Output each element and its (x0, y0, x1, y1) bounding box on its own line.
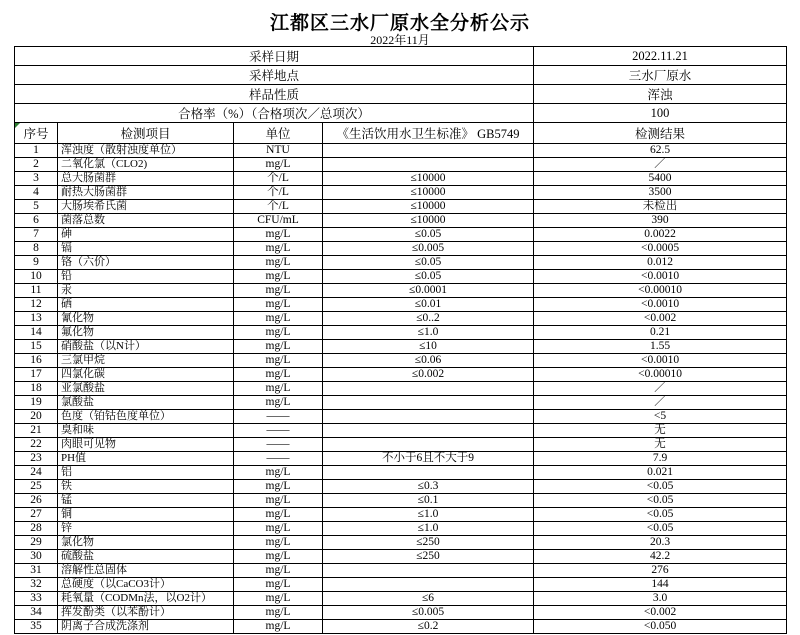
col-header-standard: 《生活饮用水卫生标准》 GB5749 (323, 123, 534, 144)
cell-result: <0.00010 (534, 284, 787, 298)
cell-item: 菌落总数 (58, 214, 234, 228)
info-row-sample-nature (15, 85, 787, 104)
cell-result: 无 (534, 438, 787, 452)
table-row (15, 368, 787, 382)
table-row (15, 382, 787, 396)
cell-standard: ≤0.05 (323, 228, 534, 242)
cell-standard: ≤0.005 (323, 606, 534, 620)
cell-standard (323, 564, 534, 578)
cell-standard: ≤0.1 (323, 494, 534, 508)
table-row (15, 354, 787, 368)
cell-no: 1 (15, 144, 58, 158)
cell-standard: ≤1.0 (323, 522, 534, 536)
cell-unit: mg/L (234, 564, 323, 578)
cell-unit: mg/L (234, 620, 323, 634)
cell-result: 390 (534, 214, 787, 228)
table-row (15, 214, 787, 228)
col-header-no-label: 序号 (23, 127, 49, 141)
cell-no: 3 (15, 172, 58, 186)
cell-result: 42.2 (534, 550, 787, 564)
cell-unit: 个/L (234, 186, 323, 200)
cell-item: 亚氯酸盐 (58, 382, 234, 396)
cell-unit: mg/L (234, 578, 323, 592)
cell-unit: mg/L (234, 270, 323, 284)
water-analysis-table (14, 46, 787, 634)
cell-no: 34 (15, 606, 58, 620)
cell-item: 肉眼可见物 (58, 438, 234, 452)
cell-standard: ≤0.005 (323, 242, 534, 256)
cell-standard (323, 382, 534, 396)
cell-result: ／ (534, 382, 787, 396)
cell-unit: mg/L (234, 382, 323, 396)
cell-item: 铝 (58, 466, 234, 480)
table-row (15, 620, 787, 634)
cell-standard: ≤10000 (323, 214, 534, 228)
cell-item: 氟化物 (58, 326, 234, 340)
cell-standard: ≤0.0001 (323, 284, 534, 298)
cell-no: 12 (15, 298, 58, 312)
cell-standard (323, 396, 534, 410)
table-row (15, 326, 787, 340)
cell-item: 臭和味 (58, 424, 234, 438)
cell-item: 溶解性总固体 (58, 564, 234, 578)
cell-no: 11 (15, 284, 58, 298)
table-row (15, 186, 787, 200)
cell-standard (323, 424, 534, 438)
cell-standard: ≤250 (323, 550, 534, 564)
info-section (15, 47, 787, 144)
cell-no: 5 (15, 200, 58, 214)
cell-no: 28 (15, 522, 58, 536)
cell-no: 24 (15, 466, 58, 480)
cell-result: 0.0022 (534, 228, 787, 242)
cell-result: 3500 (534, 186, 787, 200)
table-row (15, 172, 787, 186)
cell-standard (323, 466, 534, 480)
cell-result: 276 (534, 564, 787, 578)
table-row (15, 564, 787, 578)
cell-item: 总大肠菌群 (58, 172, 234, 186)
table-row (15, 494, 787, 508)
table-row (15, 340, 787, 354)
table-row (15, 228, 787, 242)
cell-no: 8 (15, 242, 58, 256)
cell-standard: ≤6 (323, 592, 534, 606)
cell-no: 31 (15, 564, 58, 578)
cell-no: 26 (15, 494, 58, 508)
cell-item: PH值 (58, 452, 234, 466)
table-row (15, 284, 787, 298)
cell-item: 铅 (58, 270, 234, 284)
cell-item: 氰化物 (58, 312, 234, 326)
cell-unit: mg/L (234, 242, 323, 256)
cell-standard: ≤10000 (323, 200, 534, 214)
cell-no: 17 (15, 368, 58, 382)
cell-result: <0.05 (534, 522, 787, 536)
cell-item: 氯化物 (58, 536, 234, 550)
cell-result: <0.00010 (534, 368, 787, 382)
cell-standard: ≤1.0 (323, 326, 534, 340)
table-row (15, 480, 787, 494)
cell-result: <0.002 (534, 312, 787, 326)
cell-item: 二氧化氯（CLO2) (58, 158, 234, 172)
info-label: 样品性质 (15, 85, 534, 104)
info-label: 合格率（%）（合格项次／总项次） (15, 104, 534, 123)
cell-no: 15 (15, 340, 58, 354)
cell-no: 29 (15, 536, 58, 550)
results-tbody (15, 144, 787, 634)
col-header-unit: 单位 (234, 123, 323, 144)
cell-result: 62.5 (534, 144, 787, 158)
cell-item: 硒 (58, 298, 234, 312)
table-row (15, 256, 787, 270)
cell-unit: mg/L (234, 340, 323, 354)
table-row (15, 550, 787, 564)
cell-item: 锰 (58, 494, 234, 508)
cell-no: 27 (15, 508, 58, 522)
info-label: 采样日期 (15, 47, 534, 66)
cell-unit: mg/L (234, 536, 323, 550)
cell-unit: mg/L (234, 354, 323, 368)
cell-unit: mg/L (234, 298, 323, 312)
cell-result: 7.9 (534, 452, 787, 466)
table-row (15, 312, 787, 326)
cell-no: 14 (15, 326, 58, 340)
cell-standard (323, 438, 534, 452)
cell-no: 6 (15, 214, 58, 228)
cell-no: 22 (15, 438, 58, 452)
cell-item: 氯酸盐 (58, 396, 234, 410)
cell-result: 未检出 (534, 200, 787, 214)
cell-item: 总硬度（以CaCO3计） (58, 578, 234, 592)
cell-result: <0.0010 (534, 270, 787, 284)
cell-item: 耗氧量（CODMn法，以O2计） (58, 592, 234, 606)
cell-unit: mg/L (234, 550, 323, 564)
info-value: 100 (534, 104, 787, 123)
cell-standard (323, 158, 534, 172)
cell-no: 21 (15, 424, 58, 438)
cell-result: <0.05 (534, 480, 787, 494)
cell-unit: mg/L (234, 508, 323, 522)
cell-standard: ≤0.06 (323, 354, 534, 368)
cell-unit: —— (234, 410, 323, 424)
cell-unit: mg/L (234, 480, 323, 494)
cell-unit: —— (234, 438, 323, 452)
cell-standard: ≤0..2 (323, 312, 534, 326)
cell-flag-icon (15, 123, 20, 128)
cell-no: 10 (15, 270, 58, 284)
col-header-result: 检测结果 (534, 123, 787, 144)
cell-item: 铁 (58, 480, 234, 494)
cell-standard: ≤0.05 (323, 270, 534, 284)
cell-result: 0.012 (534, 256, 787, 270)
cell-standard (323, 578, 534, 592)
cell-result: <0.05 (534, 494, 787, 508)
column-header-row (15, 123, 787, 144)
info-row-sampling-date (15, 47, 787, 66)
table-row (15, 396, 787, 410)
cell-no: 7 (15, 228, 58, 242)
cell-no: 30 (15, 550, 58, 564)
cell-result: <0.050 (534, 620, 787, 634)
page-subtitle: 2022年11月 (370, 33, 430, 47)
info-value: 浑浊 (534, 85, 787, 104)
cell-no: 19 (15, 396, 58, 410)
cell-item: 挥发酚类（以苯酚计） (58, 606, 234, 620)
table-row (15, 158, 787, 172)
cell-item: 硝酸盐（以N计） (58, 340, 234, 354)
cell-result: <0.0010 (534, 298, 787, 312)
info-row-pass-rate (15, 104, 787, 123)
cell-standard: ≤0.05 (323, 256, 534, 270)
cell-unit: mg/L (234, 592, 323, 606)
cell-unit: mg/L (234, 326, 323, 340)
cell-no: 20 (15, 410, 58, 424)
cell-unit: 个/L (234, 200, 323, 214)
cell-unit: mg/L (234, 312, 323, 326)
cell-no: 9 (15, 256, 58, 270)
cell-no: 16 (15, 354, 58, 368)
cell-result: ／ (534, 158, 787, 172)
cell-no: 25 (15, 480, 58, 494)
table-row (15, 410, 787, 424)
cell-result: 无 (534, 424, 787, 438)
cell-standard (323, 410, 534, 424)
cell-result: <5 (534, 410, 787, 424)
cell-result: 0.21 (534, 326, 787, 340)
cell-standard: ≤10000 (323, 186, 534, 200)
cell-item: 汞 (58, 284, 234, 298)
table-row (15, 578, 787, 592)
cell-no: 2 (15, 158, 58, 172)
table-row (15, 298, 787, 312)
cell-item: 锌 (58, 522, 234, 536)
cell-standard (323, 144, 534, 158)
cell-standard: ≤0.2 (323, 620, 534, 634)
cell-unit: NTU (234, 144, 323, 158)
cell-standard: 不小于6且不大于9 (323, 452, 534, 466)
cell-result: 0.021 (534, 466, 787, 480)
info-value: 2022.11.21 (534, 47, 787, 66)
cell-unit: mg/L (234, 396, 323, 410)
cell-result: ／ (534, 396, 787, 410)
cell-unit: mg/L (234, 284, 323, 298)
table-row (15, 466, 787, 480)
cell-unit: CFU/mL (234, 214, 323, 228)
cell-no: 23 (15, 452, 58, 466)
cell-item: 阴离子合成洗涤剂 (58, 620, 234, 634)
cell-unit: mg/L (234, 494, 323, 508)
cell-standard: ≤10 (323, 340, 534, 354)
table-row (15, 592, 787, 606)
cell-standard: ≤1.0 (323, 508, 534, 522)
table-row (15, 522, 787, 536)
cell-unit: —— (234, 452, 323, 466)
cell-result: <0.0005 (534, 242, 787, 256)
col-header-item: 检测项目 (58, 123, 234, 144)
cell-standard: ≤250 (323, 536, 534, 550)
cell-unit: —— (234, 424, 323, 438)
cell-item: 四氯化碳 (58, 368, 234, 382)
table-row (15, 270, 787, 284)
cell-unit: mg/L (234, 256, 323, 270)
cell-no: 18 (15, 382, 58, 396)
cell-item: 三氯甲烷 (58, 354, 234, 368)
table-row (15, 508, 787, 522)
info-value: 三水厂原水 (534, 66, 787, 85)
cell-item: 浑浊度（散射浊度单位） (58, 144, 234, 158)
cell-unit: mg/L (234, 522, 323, 536)
cell-no: 33 (15, 592, 58, 606)
cell-item: 铜 (58, 508, 234, 522)
cell-no: 35 (15, 620, 58, 634)
cell-unit: mg/L (234, 466, 323, 480)
cell-unit: mg/L (234, 368, 323, 382)
cell-result: 1.55 (534, 340, 787, 354)
cell-standard: ≤0.01 (323, 298, 534, 312)
cell-no: 32 (15, 578, 58, 592)
cell-no: 13 (15, 312, 58, 326)
cell-unit: mg/L (234, 158, 323, 172)
cell-unit: 个/L (234, 172, 323, 186)
info-row-sampling-location (15, 66, 787, 85)
cell-item: 镉 (58, 242, 234, 256)
table-row (15, 144, 787, 158)
info-label: 采样地点 (15, 66, 534, 85)
table-row (15, 242, 787, 256)
cell-unit: mg/L (234, 228, 323, 242)
table-row (15, 536, 787, 550)
cell-result: 5400 (534, 172, 787, 186)
cell-result: <0.0010 (534, 354, 787, 368)
table-row (15, 438, 787, 452)
cell-no: 4 (15, 186, 58, 200)
table-row (15, 452, 787, 466)
cell-result: <0.002 (534, 606, 787, 620)
table-row (15, 606, 787, 620)
cell-result: <0.05 (534, 508, 787, 522)
cell-standard: ≤10000 (323, 172, 534, 186)
cell-item: 硫酸盐 (58, 550, 234, 564)
cell-item: 大肠埃希氏菌 (58, 200, 234, 214)
cell-result: 144 (534, 578, 787, 592)
cell-standard: ≤0.3 (323, 480, 534, 494)
col-header-no (15, 123, 58, 144)
page-title: 江都区三水厂原水全分析公示 (269, 13, 530, 34)
cell-unit: mg/L (234, 606, 323, 620)
table-row (15, 200, 787, 214)
cell-result: 20.3 (534, 536, 787, 550)
cell-item: 砷 (58, 228, 234, 242)
cell-standard: ≤0.002 (323, 368, 534, 382)
table-row (15, 424, 787, 438)
cell-item: 耐热大肠菌群 (58, 186, 234, 200)
cell-item: 色度（铂钴色度单位） (58, 410, 234, 424)
cell-result: 3.0 (534, 592, 787, 606)
cell-item: 铬（六价） (58, 256, 234, 270)
